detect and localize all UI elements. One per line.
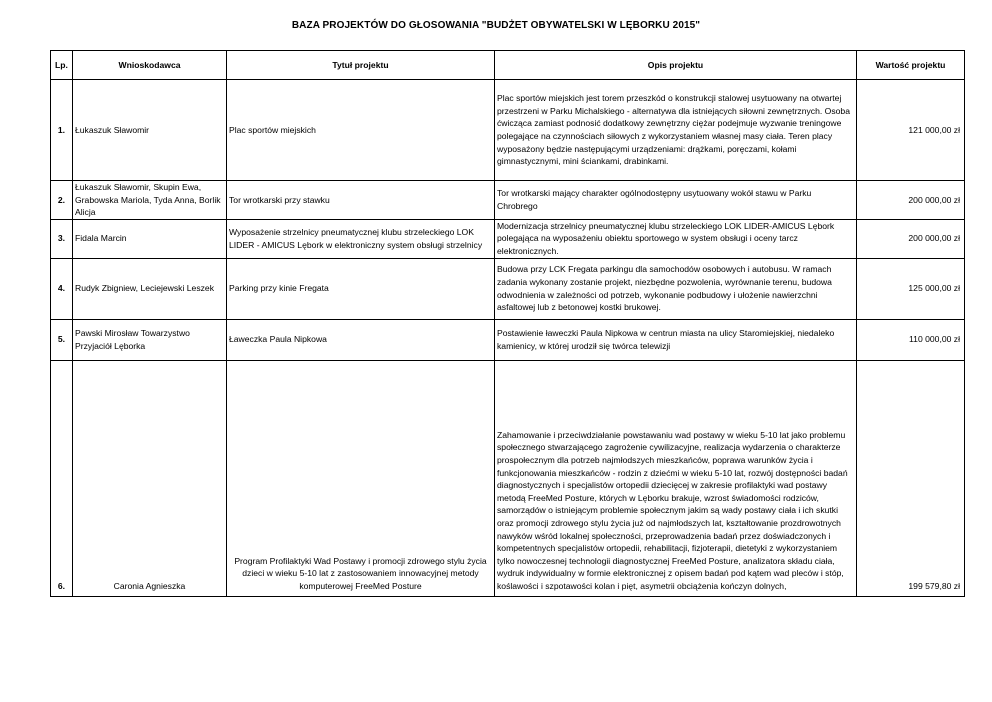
row-project-title: Program Profilaktyki Wad Postawy i promocji zdrowego stylu życia dzieci w wieku 5-10 lat z zastosowaniem innowacyjnej metody komputerowej FreeMed Posture: [227, 360, 495, 596]
row-description: Tor wrotkarski mający charakter ogólnodostępny usytuowany wokół stawu w Parku Chrobrego: [495, 181, 857, 220]
row-lp: 4.: [51, 258, 73, 319]
document-title: BAZA PROJEKTÓW DO GŁOSOWANIA "BUDŻET OBYWATELSKI W LĘBORKU 2015": [291, 20, 701, 31]
header-applicant: Wnioskodawca: [73, 51, 227, 80]
row-lp: 6.: [51, 360, 73, 596]
table-header-row: [51, 51, 965, 80]
header-lp: Lp.: [51, 51, 73, 80]
row-value: 199 579,80 zł: [857, 360, 965, 596]
header-description: Opis projektu: [495, 51, 857, 80]
row-lp: 3.: [51, 219, 73, 258]
row-project-title: Tor wrotkarski przy stawku: [227, 181, 495, 220]
row-applicant: Caronia Agnieszka: [73, 360, 227, 596]
row-description: Modernizacja strzelnicy pneumatycznej klubu strzeleckiego LOK LIDER-AMICUS Lębork polegająca na wyposażeniu obiektu sportowego w system obsługi i oceny tarcz elektronicznych.: [495, 219, 857, 258]
row-applicant: Pawski Mirosław Towarzystwo Przyjaciół Lęborka: [73, 319, 227, 360]
row-value: 200 000,00 zł: [857, 219, 965, 258]
row-lp: 1.: [51, 80, 73, 181]
header-project-title: Tytuł projektu: [227, 51, 495, 80]
row-description: Zahamowanie i przeciwdziałanie powstawaniu wad postawy w wieku 5-10 lat jako problemu społecznego stwarzającego zagrożenie cywilizacyjne, realizacja wydarzenia o charakterze prospołecznym dla potrzeb najmłodszych mieszkańców, poprawa warunków życia i funkcjonowania mieszkańców - rodzin z dziećmi w wieku 5-10 lat, rozwój dostępności badań diagnostycznych i specjalistów ortopedii dziecięcej w zakresie profilaktyki wad postawy metodą FreeMed Posture, których w Lęborku brakuje, wzrost świadomości rodziców, samorządów o istniejącym problemie społecznym jakim są wady postawy ciała i ich skutki oraz promocji zdrowego stylu życia już od najmłodszych lat, kształtowanie prozdrowotnych nawyków wśród lokalnej społeczności, przeprowadzenia badań przez doświadczonych i kompetentnych specjalistów ortopedii, rehabilitacji, fizjoterapii, dietetyki z wykorzystaniem tylko nowoczesnej technologii diagnostycznej FreeMed Posture, analizatora składu ciała, wydruk indywidualny w formie elektronicznej z opisem badań pod kątem wad pleców i stóp, koślawości i szpotawości kolan i pięt, asymetrii obciążenia kończyn dolnych,: [495, 360, 857, 596]
row-project-title: Plac sportów miejskich: [227, 80, 495, 181]
row-description: Plac sportów miejskich jest torem przeszkód o konstrukcji stalowej usytuowany na otwartej przestrzeni w Parku Michalskiego - alternatywa dla istniejących siłowni zewnętrznych. Osoba ćwicząca zamiast podnosić dodatkowy zewnętrzny ciężar podejmuje wyzwanie treningowe polegające na czynnościach siłowych z wykorzystaniem własnej masy ciała. Teren placy wyposażony będzie następującymi urządzeniami: drążkami, poręczami, kołami gimnastycznymi, mini ściankami, drabinkami.: [495, 80, 857, 181]
row-applicant: Łukaszuk Sławomir: [73, 80, 227, 181]
row-value: 125 000,00 zł: [857, 258, 965, 319]
row-description: Postawienie ławeczki Paula Nipkowa w centrun miasta na ulicy Staromiejskiej, niedaleko kamienicy, w której urodził się twórca telewizji: [495, 319, 857, 360]
table-row: [51, 319, 965, 360]
row-project-title: Parking przy kinie Fregata: [227, 258, 495, 319]
header-value: Wartość projektu: [857, 51, 965, 80]
projects-table: [50, 50, 965, 597]
table-row: [51, 80, 965, 181]
row-value: 200 000,00 zł: [857, 181, 965, 220]
table-row: [51, 360, 965, 596]
table-row: [51, 258, 965, 319]
row-value: 110 000,00 zł: [857, 319, 965, 360]
table-row: [51, 219, 965, 258]
row-applicant: Fidala Marcin: [73, 219, 227, 258]
row-value: 121 000,00 zł: [857, 80, 965, 181]
table-row: [51, 181, 965, 220]
row-project-title: Ławeczka Paula Nipkowa: [227, 319, 495, 360]
row-applicant: Rudyk Zbigniew, Leciejewski Leszek: [73, 258, 227, 319]
row-description: Budowa przy LCK Fregata parkingu dla samochodów osobowych i autobusu. W ramach zadania wykonany zostanie projekt, niezbędne pozwolenia, wyrównanie terenu, budowa odwodnienia w zależności od potrzeb, wykonanie podbudowy i ułożenie nawierzchni asfaltowej lub z betonowej kostki brukowej.: [495, 258, 857, 319]
row-project-title: Wyposażenie strzelnicy pneumatycznej klubu strzeleckiego LOK LIDER - AMICUS Lębork w elektroniczny system obsługi strzelnicy: [227, 219, 495, 258]
row-lp: 5.: [51, 319, 73, 360]
row-applicant: Łukaszuk Sławomir, Skupin Ewa, Grabowska Mariola, Tyda Anna, Borlik Alicja: [73, 181, 227, 220]
row-lp: 2.: [51, 181, 73, 220]
